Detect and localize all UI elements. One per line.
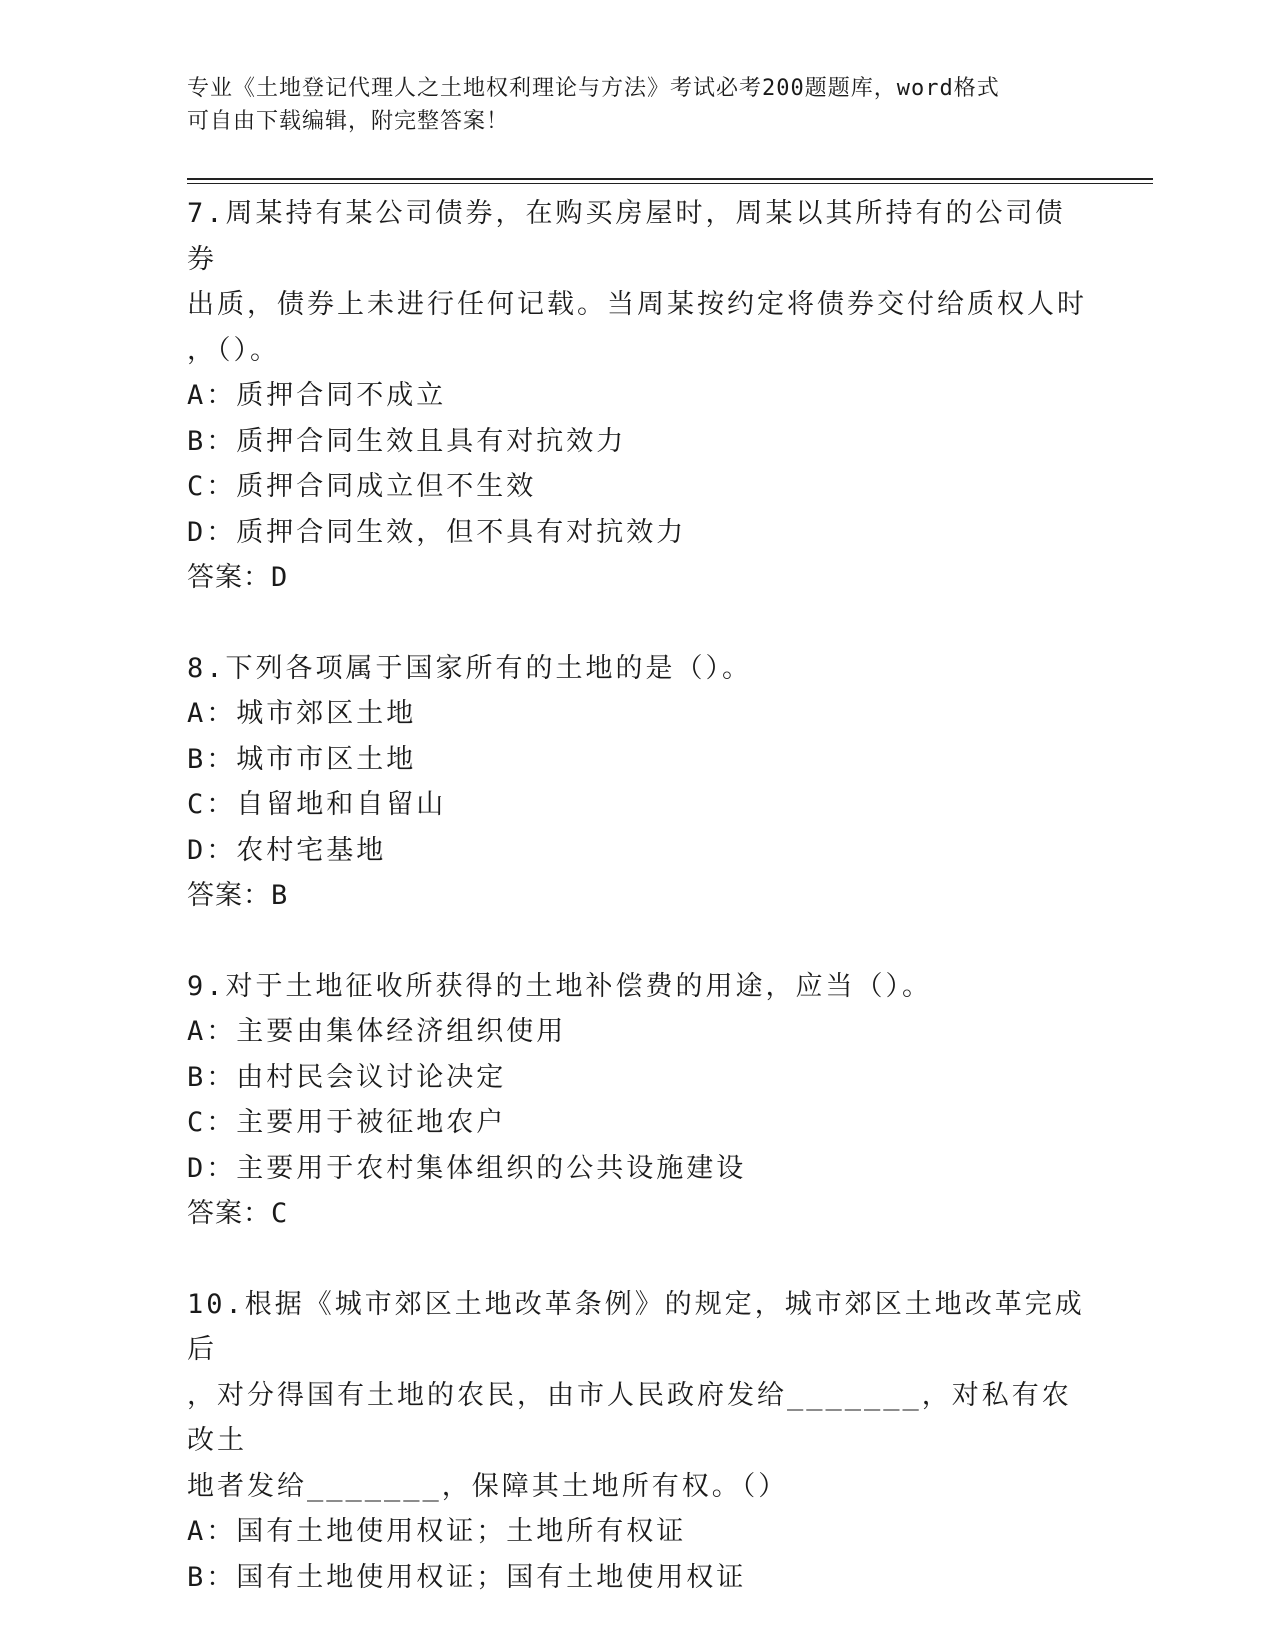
question-stem-line: 10.根据《城市郊区土地改革条例》的规定，城市郊区土地改革完成后 <box>187 1288 1085 1365</box>
answer-line: 答案：D <box>187 562 289 593</box>
option-b: B：由村民会议讨论决定 <box>187 1061 507 1093</box>
header-divider <box>187 178 1153 180</box>
question-stem-line: 8.下列各项属于国家所有的土地的是（）。 <box>187 652 753 684</box>
answer-line: 答案：B <box>187 880 289 911</box>
question-stem-line: 9.对于土地征收所获得的土地补偿费的用途，应当（）。 <box>187 970 933 1002</box>
option-b: B：城市市区土地 <box>187 743 417 775</box>
option-d: D：主要用于农村集体组织的公共设施建设 <box>187 1152 747 1184</box>
option-d: D：农村宅基地 <box>187 834 387 866</box>
question-stem-line: ，（）。 <box>187 334 280 366</box>
option-a: A：国有土地使用权证；土地所有权证 <box>187 1516 687 1547</box>
option-c: C：主要用于被征地农户 <box>187 1107 507 1138</box>
question-stem <box>187 646 1087 692</box>
option-b: B：质押合同生效且具有对抗效力 <box>187 425 627 457</box>
question-stem-line: 7.周某持有某公司债券，在购买房屋时，周某以其所持有的公司债券 <box>187 198 1066 275</box>
question-9 <box>187 964 1087 1237</box>
question-7 <box>187 191 1087 601</box>
header-subtitle-line: 可自由下载编辑，附完整答案！ <box>187 109 510 134</box>
option-c: C：质押合同成立但不生效 <box>187 471 537 502</box>
question-10 <box>187 1282 1087 1601</box>
question-stem-line: ，对分得国有土地的农民，由市人民政府发给_______，对私有农改土 <box>187 1379 1072 1456</box>
question-stem <box>187 964 1087 1010</box>
option-a: A：质押合同不成立 <box>187 380 447 411</box>
question-stem <box>187 191 1087 373</box>
header-divider-thin <box>187 183 1153 184</box>
option-a: A：城市郊区土地 <box>187 698 417 729</box>
question-stem-line: 出质，债券上未进行任何记载。当周某按约定将债券交付给质权人时 <box>187 289 1087 320</box>
answer-line: 答案：C <box>187 1198 289 1229</box>
question-stem-line: 地者发给_______，保障其土地所有权。（） <box>187 1470 789 1502</box>
option-b: B：国有土地使用权证；国有土地使用权证 <box>187 1561 747 1593</box>
question-list <box>187 188 1087 1645</box>
option-c: C：自留地和自留山 <box>187 789 447 820</box>
header-title-line: 专业《土地登记代理人之土地权利理论与方法》考试必考200题题库，word格式 <box>187 76 1000 101</box>
question-8 <box>187 646 1087 919</box>
option-a: A：主要由集体经济组织使用 <box>187 1016 567 1047</box>
option-d: D：质押合同生效，但不具有对抗效力 <box>187 516 687 548</box>
document-header <box>187 72 1067 138</box>
question-stem <box>187 1282 1087 1510</box>
